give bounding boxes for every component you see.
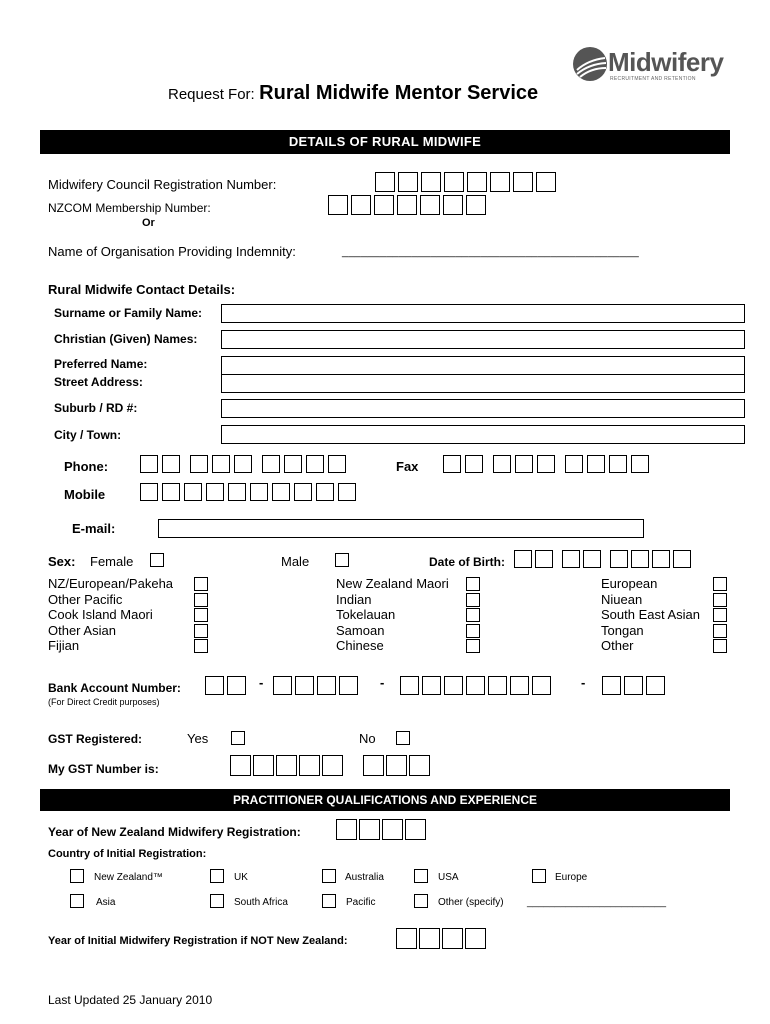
- ethnicity-checkbox[interactable]: [466, 577, 480, 591]
- year-nz-reg-label: Year of New Zealand Midwifery Registration:: [48, 825, 301, 839]
- digit-box[interactable]: [609, 455, 627, 473]
- country-label: Pacific: [346, 897, 376, 908]
- digit-box[interactable]: [444, 676, 463, 695]
- gst-number-label: My GST Number is:: [48, 762, 159, 776]
- digit-box[interactable]: [250, 483, 268, 501]
- country-checkbox[interactable]: [532, 869, 546, 883]
- country-checkbox[interactable]: [210, 869, 224, 883]
- country-label: UK: [234, 872, 248, 883]
- digit-box[interactable]: [184, 483, 202, 501]
- footer-updated: Last Updated 25 January 2010: [48, 993, 213, 1007]
- female-checkbox[interactable]: [150, 553, 164, 567]
- country-checkbox[interactable]: [70, 894, 84, 908]
- digit-box[interactable]: [351, 195, 371, 215]
- digit-box[interactable]: [317, 676, 336, 695]
- ethnicity-label: Niuean: [601, 591, 643, 607]
- digit-box[interactable]: [262, 455, 280, 473]
- ethnicity-label: South East Asian: [601, 607, 701, 622]
- female-label: Female: [90, 554, 134, 569]
- male-checkbox[interactable]: [335, 553, 349, 567]
- gst-no-label: No: [359, 731, 376, 746]
- male-label: Male: [281, 554, 310, 569]
- digit-box[interactable]: [646, 676, 665, 695]
- digit-box[interactable]: [631, 550, 649, 568]
- country-checkbox[interactable]: [414, 894, 428, 908]
- digit-box[interactable]: [624, 676, 643, 695]
- digit-box[interactable]: [535, 550, 553, 568]
- given-names-field[interactable]: [221, 330, 745, 349]
- phone-label: Phone:: [64, 459, 109, 474]
- ethnicity-checkbox[interactable]: [194, 608, 208, 622]
- digit-box[interactable]: [382, 819, 403, 840]
- country-checkbox[interactable]: [322, 869, 336, 883]
- digit-box[interactable]: [276, 755, 297, 776]
- ethnicity-checkbox[interactable]: [713, 639, 727, 653]
- ethnicity-checkbox[interactable]: [466, 639, 480, 653]
- digit-box[interactable]: [140, 455, 158, 473]
- ethnicity-checkbox[interactable]: [713, 608, 727, 622]
- country-label: Australia: [345, 872, 384, 883]
- digit-box[interactable]: [228, 483, 246, 501]
- digit-box[interactable]: [375, 172, 395, 192]
- digit-box[interactable]: [397, 195, 417, 215]
- digit-box[interactable]: [230, 755, 251, 776]
- digit-box[interactable]: [190, 455, 208, 473]
- city-label: City / Town:: [54, 428, 122, 442]
- digit-box[interactable]: [493, 455, 511, 473]
- digit-box[interactable]: [652, 550, 670, 568]
- email-label: E-mail:: [72, 521, 116, 536]
- ethnicity-checkbox[interactable]: [713, 593, 727, 607]
- section-header-qualifications: PRACTITIONER QUALIFICATIONS AND EXPERIENCE: [40, 789, 730, 811]
- midwifery-logo: [572, 44, 722, 84]
- or-label: Or: [142, 217, 155, 229]
- nzcom-label: NZCOM Membership Number:: [48, 201, 211, 215]
- digit-box[interactable]: [465, 928, 486, 949]
- digit-box[interactable]: [466, 195, 486, 215]
- gst-yes-checkbox[interactable]: [231, 731, 245, 745]
- ethnicity-checkbox[interactable]: [466, 624, 480, 638]
- country-label: Europe: [555, 872, 588, 883]
- country-label: South Africa: [234, 897, 288, 908]
- gst-registered-label: GST Registered:: [48, 732, 143, 746]
- digit-box[interactable]: [253, 755, 274, 776]
- digit-box[interactable]: [295, 676, 314, 695]
- digit-box[interactable]: [374, 195, 394, 215]
- other-specify-line[interactable]: _________________________: [527, 897, 667, 908]
- street-address-label: Street Address:: [54, 375, 143, 389]
- bank-dash: -: [581, 675, 586, 690]
- ethnicity-label: Chinese: [336, 638, 384, 653]
- digit-box[interactable]: [631, 455, 649, 473]
- digit-box[interactable]: [421, 172, 441, 192]
- bank-dash: -: [380, 675, 385, 690]
- sex-label: Sex:: [48, 554, 76, 569]
- digit-box[interactable]: [306, 455, 324, 473]
- digit-box[interactable]: [409, 755, 430, 776]
- digit-box[interactable]: [466, 676, 485, 695]
- council-reg-label: Midwifery Council Registration Number:: [48, 177, 277, 192]
- digit-box[interactable]: [537, 455, 555, 473]
- digit-box[interactable]: [294, 483, 312, 501]
- digit-box[interactable]: [467, 172, 487, 192]
- surname-label: Surname or Family Name:: [54, 306, 203, 320]
- city-field[interactable]: [221, 425, 745, 444]
- section-header-details: DETAILS OF RURAL MIDWIFE: [40, 130, 730, 154]
- country-label: USA: [438, 872, 459, 883]
- indemnity-line[interactable]: _______________________________________________: [342, 246, 639, 258]
- ethnicity-label: Indian: [336, 591, 372, 607]
- digit-box[interactable]: [465, 455, 483, 473]
- country-label: Other (specify): [438, 897, 504, 908]
- digit-box[interactable]: [515, 455, 533, 473]
- digit-box[interactable]: [536, 172, 556, 192]
- ethnicity-label: Tongan: [601, 622, 644, 638]
- gst-yes-label: Yes: [187, 731, 209, 746]
- digit-box[interactable]: [140, 483, 158, 501]
- fax-label: Fax: [396, 459, 419, 474]
- digit-box[interactable]: [514, 550, 532, 568]
- ethnicity-label: Other Pacific: [48, 591, 123, 607]
- preferred-name-field[interactable]: [221, 356, 745, 375]
- ethnicity-label: Tokelauan: [336, 607, 396, 622]
- digit-box[interactable]: [338, 483, 356, 501]
- country-checkbox[interactable]: [414, 869, 428, 883]
- digit-box[interactable]: [587, 455, 605, 473]
- ethnicity-label: NZ/European/Pakeha: [48, 576, 174, 591]
- digit-box[interactable]: [234, 455, 252, 473]
- country-checkbox[interactable]: [210, 894, 224, 908]
- digit-box[interactable]: [562, 550, 580, 568]
- digit-box[interactable]: [490, 172, 510, 192]
- digit-box[interactable]: [532, 676, 551, 695]
- digit-box[interactable]: [398, 172, 418, 192]
- digit-box[interactable]: [272, 483, 290, 501]
- digit-box[interactable]: [565, 455, 583, 473]
- ethnicity-checkbox[interactable]: [466, 608, 480, 622]
- logo-mark-icon: [572, 46, 608, 82]
- ethnicity-label: New Zealand Maori: [336, 576, 449, 591]
- country-checkbox[interactable]: [70, 869, 84, 883]
- digit-box[interactable]: [339, 676, 358, 695]
- bank-dash: -: [259, 675, 264, 690]
- digit-box[interactable]: [442, 928, 463, 949]
- logo-subtitle: RECRUITMENT AND RETENTION: [610, 76, 696, 82]
- digit-box[interactable]: [400, 676, 419, 695]
- title-main: Rural Midwife Mentor Service: [259, 82, 539, 104]
- bank-account-label: Bank Account Number:: [48, 681, 181, 695]
- digit-box[interactable]: [359, 819, 380, 840]
- digit-box[interactable]: [363, 755, 384, 776]
- given-names-label: Christian (Given) Names:: [54, 332, 198, 346]
- mobile-label: Mobile: [64, 487, 106, 502]
- digit-box[interactable]: [396, 928, 417, 949]
- indemnity-label: Name of Organisation Providing Indemnity:: [48, 244, 296, 259]
- digit-box[interactable]: [284, 455, 302, 473]
- ethnicity-label: European: [601, 576, 658, 591]
- digit-box[interactable]: [316, 483, 334, 501]
- digit-box[interactable]: [443, 195, 463, 215]
- page-title: [168, 82, 538, 105]
- digit-box[interactable]: [510, 676, 529, 695]
- digit-box[interactable]: [212, 455, 230, 473]
- suburb-field[interactable]: [221, 399, 745, 418]
- ethnicity-label: Other: [601, 638, 634, 653]
- digit-box[interactable]: [227, 676, 246, 695]
- street-address-field[interactable]: [221, 374, 745, 393]
- digit-box[interactable]: [673, 550, 691, 568]
- digit-box[interactable]: [443, 455, 461, 473]
- digit-box[interactable]: [336, 819, 357, 840]
- digit-box[interactable]: [419, 928, 440, 949]
- title-prefix: Request For:: [168, 86, 255, 103]
- bank-note: (For Direct Credit purposes): [48, 697, 160, 707]
- digit-box[interactable]: [610, 550, 628, 568]
- digit-box[interactable]: [273, 676, 292, 695]
- country-label: Country of Initial Registration:: [48, 848, 207, 860]
- ethnicity-checkbox[interactable]: [194, 624, 208, 638]
- digit-box[interactable]: [162, 455, 180, 473]
- ethnicity-checkbox[interactable]: [466, 593, 480, 607]
- digit-box[interactable]: [422, 676, 441, 695]
- preferred-name-label: Preferred Name:: [54, 357, 148, 371]
- ethnicity-checkbox[interactable]: [194, 639, 208, 653]
- ethnicity-label: Fijian: [48, 638, 80, 653]
- digit-box[interactable]: [328, 195, 348, 215]
- ethnicity-label: Other Asian: [48, 622, 116, 638]
- country-label: Asia: [96, 897, 116, 908]
- gst-no-checkbox[interactable]: [396, 731, 410, 745]
- suburb-label: Suburb / RD #:: [54, 401, 138, 415]
- country-checkbox[interactable]: [322, 894, 336, 908]
- dob-label: Date of Birth:: [429, 555, 505, 569]
- digit-box[interactable]: [583, 550, 601, 568]
- digit-box[interactable]: [602, 676, 621, 695]
- ethnicity-checkbox[interactable]: [713, 577, 727, 591]
- logo-name: Midwifery: [608, 47, 724, 77]
- digit-box[interactable]: [488, 676, 507, 695]
- digit-box[interactable]: [205, 676, 224, 695]
- digit-box[interactable]: [322, 755, 343, 776]
- digit-box[interactable]: [386, 755, 407, 776]
- contact-heading: Rural Midwife Contact Details:: [48, 282, 236, 297]
- year-initial-reg-label: Year of Initial Midwifery Registration if NOT New Zealand:: [48, 935, 348, 947]
- digit-box[interactable]: [444, 172, 464, 192]
- digit-box[interactable]: [299, 755, 320, 776]
- ethnicity-checkbox[interactable]: [194, 593, 208, 607]
- digit-box[interactable]: [420, 195, 440, 215]
- email-field[interactable]: [158, 519, 644, 538]
- ethnicity-checkbox[interactable]: [713, 624, 727, 638]
- surname-field[interactable]: [221, 304, 745, 323]
- digit-box[interactable]: [206, 483, 224, 501]
- digit-box[interactable]: [162, 483, 180, 501]
- ethnicity-checkbox[interactable]: [194, 577, 208, 591]
- digit-box[interactable]: [328, 455, 346, 473]
- country-label: New Zealand™: [94, 872, 163, 883]
- digit-box[interactable]: [405, 819, 426, 840]
- ethnicity-label: Samoan: [336, 622, 385, 638]
- ethnicity-label: Cook Island Maori: [48, 607, 153, 622]
- digit-box[interactable]: [513, 172, 533, 192]
